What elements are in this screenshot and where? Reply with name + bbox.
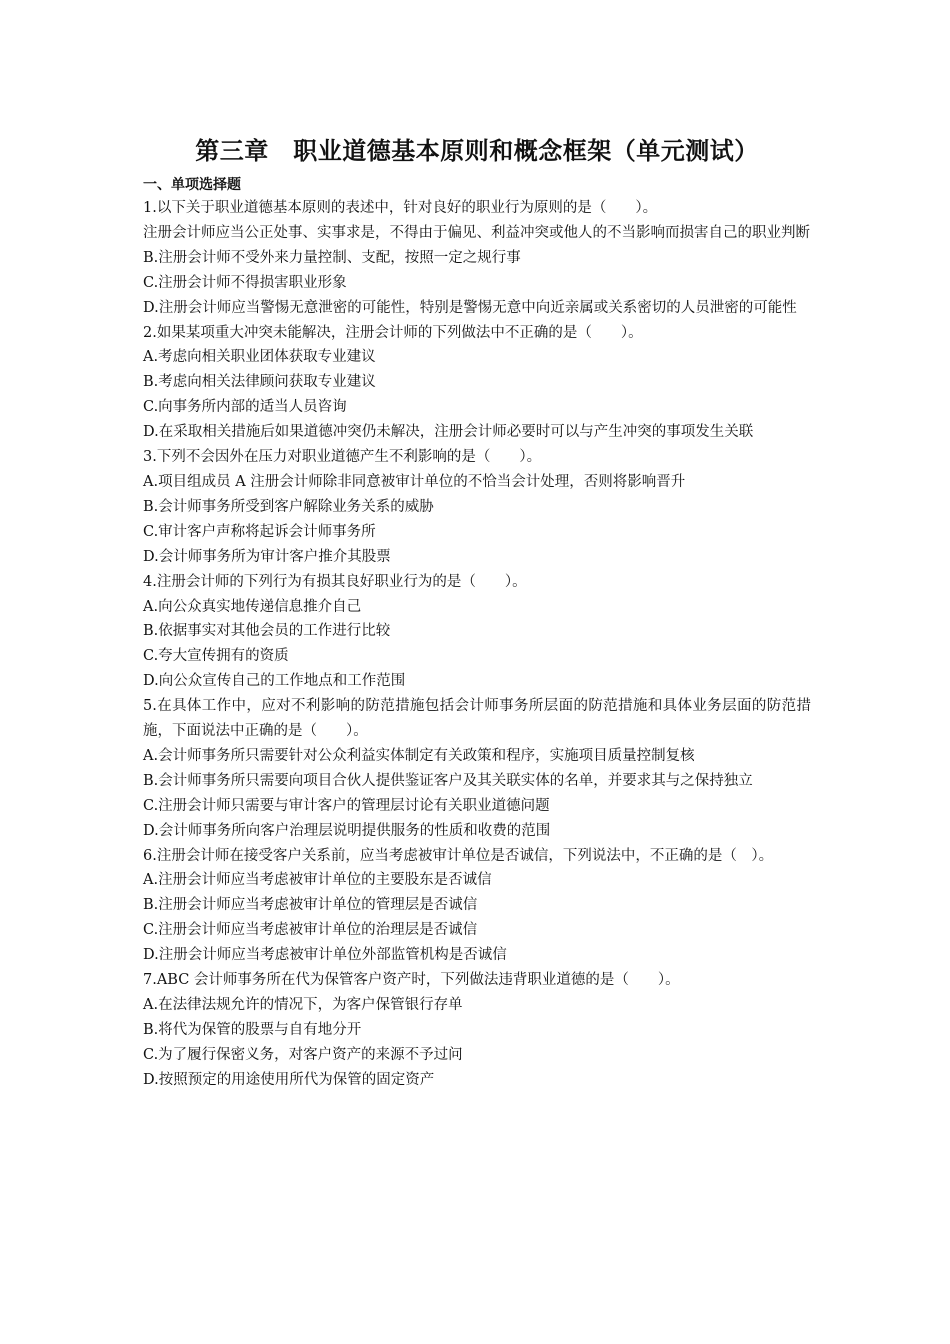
question-stem: 3.下列不会因外在压力对职业道德产生不利影响的是（ ）。 [143,449,542,466]
question-7 [143,968,811,1093]
option-d: D.按照预定的用途使用所代为保管的固定资产 [143,1071,435,1088]
option-d: D.会计师事务所向客户治理层说明提供服务的性质和收费的范围 [143,822,551,839]
option-c: C.夸大宣传拥有的资质 [143,648,289,665]
option-a: A.注册会计师应当考虑被审计单位的主要股东是否诚信 [143,872,492,889]
option-b: B.会计师事务所只需要向项目合伙人提供鉴证客户及其关联实体的名单，并要求其与之保持独立 [143,772,753,789]
question-5 [143,694,811,843]
option-d: D.注册会计师应当警惕无意泄密的可能性，特别是警惕无意中向近亲属或关系密切的人员泄密的可能性 [143,299,797,316]
option-c: C.向事务所内部的适当人员咨询 [143,399,347,416]
option-c: C.注册会计师不得损害职业形象 [143,274,347,291]
question-stem: 6.注册会计师在接受客户关系前，应当考虑被审计单位是否诚信，下列说法中，不正确的是（ ）。 [143,847,774,864]
option-c: C.审计客户声称将起诉会计师事务所 [143,523,376,540]
option-d: D.在采取相关措施后如果道德冲突仍未解决，注册会计师必要时可以与产生冲突的事项发生关联 [143,424,754,441]
option-b: B.考虑向相关法律顾问获取专业建议 [143,374,376,391]
question-3 [143,445,811,570]
option-b: B.注册会计师不受外来力量控制、支配，按照一定之规行事 [143,249,521,266]
option-b: B.依据事实对其他会员的工作进行比较 [143,623,391,640]
question-stem: 1.以下关于职业道德基本原则的表述中，针对良好的职业行为原则的是（ ）。 [143,200,658,216]
option-a: A.会计师事务所只需要针对公众利益实体制定有关政策和程序，实施项目质量控制复核 [143,747,695,764]
question-1 [143,196,811,321]
option-b: B.会计师事务所受到客户解除业务关系的威胁 [143,498,434,515]
question-stem: 7.ABC 会计师事务所在代为保管客户资产时，下列做法违背职业道德的是（ ）。 [143,972,680,989]
option-c: C.注册会计师只需要与审计客户的管理层讨论有关职业道德问题 [143,797,550,814]
document-page [143,136,811,1093]
option-d: D.会计师事务所为审计客户推介其股票 [143,548,391,565]
option-c: C.注册会计师应当考虑被审计单位的治理层是否诚信 [143,922,478,939]
page-title: 第三章 职业道德基本原则和概念框架（单元测试） [195,137,759,165]
option-d: D.向公众宣传自己的工作地点和工作范围 [143,673,406,690]
option-a: A.向公众真实地传递信息推介自己 [143,598,362,615]
option-d: D.注册会计师应当考虑被审计单位外部监管机构是否诚信 [143,947,507,964]
option-a: A.在法律法规允许的情况下，为客户保管银行存单 [143,997,463,1013]
question-stem: 5.在具体工作中，应对不利影响的防范措施包括会计师事务所层面的防范措施和具体业务层面的防范措施，下面说法中正确的是（ ）。 [143,698,811,740]
option-a: A.项目组成员 A 注册会计师除非同意被审计单位的不恰当会计处理，否则将影响晋升 [143,473,686,490]
question-4 [143,570,811,695]
option-c: C.为了履行保密义务，对客户资产的来源不予过问 [143,1046,463,1063]
option-a: A.考虑向相关职业团体获取专业建议 [143,349,376,366]
option-b: B.注册会计师应当考虑被审计单位的管理层是否诚信 [143,897,478,914]
option-a: 注册会计师应当公正处事、实事求是，不得由于偏见、利益冲突或他人的不当影响而损害自己的职业判断 [143,224,810,241]
question-6 [143,844,811,969]
option-b: B.将代为保管的股票与自有地分开 [143,1021,362,1038]
question-2 [143,321,811,446]
question-stem: 2.如果某项重大冲突未能解决，注册会计师的下列做法中不正确的是（ ）。 [143,324,643,341]
section-heading: 一、单项选择题 [143,177,241,193]
question-stem: 4.注册会计师的下列行为有损其良好职业行为的是（ ）。 [143,573,527,590]
